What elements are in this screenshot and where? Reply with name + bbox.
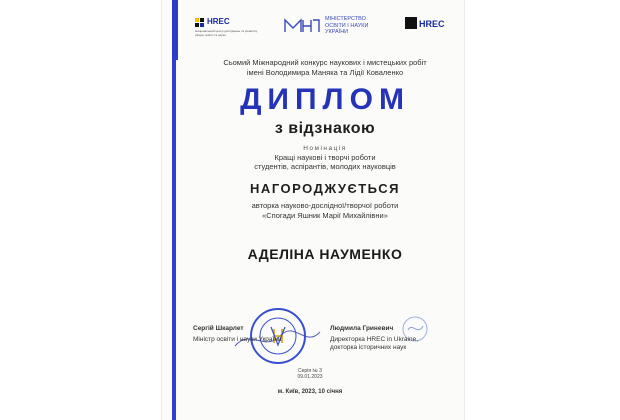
hrec-mark-icon (195, 18, 205, 28)
signatory-2-position-line-2: докторка історичних наук (330, 344, 407, 351)
blue-band-top-accent (172, 0, 178, 60)
nomination-line-1: Кращі наукові і творчі роботи (274, 153, 376, 162)
diploma-title: ДИПЛОМ (240, 83, 410, 116)
blue-side-band (172, 0, 176, 420)
signatory-1-position: Міністр освіти і науки України (193, 336, 282, 343)
award-heading: НАГОРОДЖУЄТЬСЯ (250, 181, 400, 196)
contest-line-1: Сьомий Міжнародний конкурс наукових і мистецьких робіт (223, 58, 427, 67)
nomination-line-2: студентів, аспірантів, молодих науковців (254, 162, 396, 171)
ministry-emblem-icon (283, 16, 321, 34)
contest-line-2: імені Володимира Маняка та Лідії Коваленко (246, 68, 404, 77)
series-date: 09.01.2023 (297, 374, 323, 380)
series-number: Серія № 3 (298, 368, 322, 374)
hrec-left-small-text: Національний центр досліджень та розвитку сфери освіти та науки (195, 29, 258, 37)
work-line-2: «Спогади Яшник Марії Михайлівни» (262, 210, 388, 220)
recipient-name: АДЕЛІНА НАУМЕНКО (247, 246, 403, 262)
work-line-1: авторка науково-дослідної/творчої роботи (251, 201, 399, 210)
work-description (180, 201, 470, 220)
ministry-logo (283, 14, 403, 40)
hrec-right-word: HREC (419, 19, 445, 29)
nomination-text (180, 153, 470, 171)
diploma-subtitle: з відзнакою (274, 120, 376, 137)
hrec-logo-right (405, 17, 447, 39)
signatory-1-name: Сергій Шкарлет (193, 325, 244, 332)
series-info (180, 368, 440, 380)
hrec-left-word: HREC (207, 17, 230, 26)
signatory-2-position (330, 336, 470, 352)
hrec-logo-left (195, 18, 265, 40)
signatory-2-position-line-1: Директорка HREC in Ukraine, (330, 336, 419, 343)
hrec-right-mark-icon (405, 17, 417, 29)
ministry-line-3: УКРАЇНИ (325, 29, 349, 35)
ministry-line-2: ОСВІТИ І НАУКИ (325, 22, 369, 29)
ministry-name (325, 16, 368, 36)
contest-title (190, 58, 460, 78)
place-and-date: м. Київ, 2023, 10 січня (277, 389, 343, 395)
ministry-line-1: МІНІСТЕРСТВО (325, 16, 366, 22)
signatory-2-name: Людмила Гриневич (330, 325, 394, 332)
nomination-label: Номінація (303, 145, 347, 152)
